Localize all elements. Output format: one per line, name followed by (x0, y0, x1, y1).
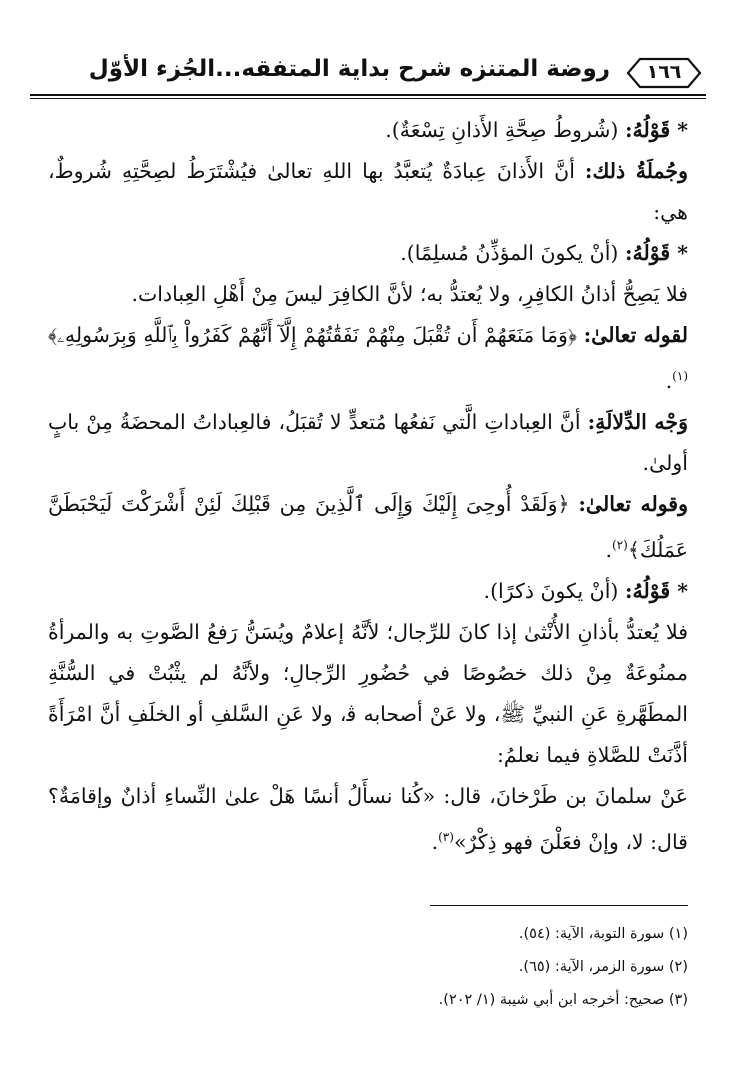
paragraph-lead: وقوله تعالىٰ: (578, 491, 688, 516)
paragraph (48, 151, 688, 233)
quran-verse: ﴿وَلَقَدْ أُوحِىَ إِلَيْكَ وَإِلَى ٱلَّذِينَ مِن قَبْلِكَ لَئِنْ أَشْرَكْتَ لَيَحْبَطَنَّ عَمَلُكَ﴾ (48, 491, 688, 562)
footnote-ref[interactable]: (١) (672, 369, 688, 383)
paragraph-tail: . (431, 829, 439, 854)
paragraph (48, 612, 688, 776)
hadith-text: عَنْ سلمانَ بن طَرْخانَ، قال: «كُنا نسأَلُ أنسًا هَلْ علىٰ النِّساءِ أذانٌ وإقامَةٌ؟ قال: لا، وإنْ فعَلْنَ فهو ذِكْرٌ» (48, 783, 688, 854)
paragraph-text: (أنْ يكونَ المؤذِّنُ مُسلِمًا). (400, 241, 625, 265)
paragraph (48, 776, 688, 863)
page-number: ١٦٦ (646, 61, 682, 83)
footnote: (١) سورة التوبة، الآية: (٥٤). (518, 926, 688, 942)
paragraph-text: فلا يُعتدُّ بأذانِ الأُنْثىٰ إذا كانَ للرِّجال؛ لأنَّهُ إعلامٌ ويُسَنُّ رَفعُ الصَّوتِ به والمرأةُ ممنُوعَةٌ مِنْ ذلك خصُوصًا في حُضُورِ الرِّجالِ؛ ولأنَّهُ لم يثْبُتْ في السُّنَّةِ المطَهَّرةِ عَنِ النبيِّ ﷺ، ولا عَنْ أصحابه ﭬ، ولا عَنِ السَّلفِ أو الخلَفِ أنَّ امْرَأَةً أذَّنَتْ للصَّلاةِ فيما نعلمُ: (48, 619, 688, 767)
paragraph-text: (أنْ يكونَ ذكرًا). (483, 578, 625, 603)
paragraph-tail: . (605, 537, 612, 562)
quote-lead: * قَوْلُهُ: (624, 578, 688, 603)
quote-lead: * قَوْلُهُ: (624, 118, 688, 142)
paragraph-lead: وجُملَةُ ذلك: (584, 159, 688, 183)
paragraph-text: فلا يَصِحُّ أذانُ الكافِرِ، ولا يُعتدُّ به؛ لأنَّ الكافِرَ ليسَ مِنْ أَهْلِ العِبادات. (131, 282, 688, 306)
paragraph-text: (شُروطُ صِحَّةِ الأَذانِ تِسْعَةٌ). (385, 118, 625, 142)
footnote: (٢) سورة الزمر، الآية: (٦٥). (518, 959, 688, 975)
footnote-separator (430, 905, 688, 906)
paragraph (48, 484, 688, 571)
footnote: (٣) صحيح: أخرجه ابن أبي شيبة (١/ ٢٠٢). (438, 992, 688, 1008)
book-title: روضة المتنزه شرح بداية المتفقه...الجُزء الأوّل (88, 56, 610, 82)
footnote-ref[interactable]: (٣) (438, 829, 454, 844)
paragraph (48, 110, 688, 151)
page-header (30, 52, 706, 98)
paragraph (48, 315, 688, 402)
paragraph (48, 571, 688, 612)
footnotes (48, 918, 688, 1017)
paragraph-lead: وَجْه الدِّلالَةِ: (587, 409, 688, 434)
quote-lead: * قَوْلُهُ: (624, 241, 688, 265)
paragraph-tail: . (665, 368, 673, 393)
page-number-badge (622, 56, 706, 90)
footnote-ref[interactable]: (٢) (612, 537, 628, 552)
paragraph (48, 233, 688, 274)
paragraph-text: أنَّ الأَذانَ عِبادَةٌ يُتعبَّدُ بها اللهِ تعالىٰ فيُشْتَرَطُ لصِحَّتِهِ شُروطٌ، هي: (48, 159, 688, 224)
paragraph-text: أنَّ العِباداتِ الَّتي نَفعُها مُتعدٍّ لا تُقبَلُ، فالعِباداتُ المحضَةُ مِنْ بابٍ أولىٰ. (48, 409, 688, 475)
main-text (48, 110, 688, 862)
quran-verse: ﴿وَمَا مَنَعَهُمْ أَن تُقْبَلَ مِنْهُمْ نَفَقَٰتُهُمْ إِلَّآ أَنَّهُمْ كَفَرُواْ بِٱللَّهِ وَبِرَسُولِهِۦ﴾ (48, 323, 584, 347)
paragraph (48, 402, 688, 484)
paragraph-lead: لقوله تعالىٰ: (583, 323, 688, 347)
paragraph (48, 274, 688, 315)
